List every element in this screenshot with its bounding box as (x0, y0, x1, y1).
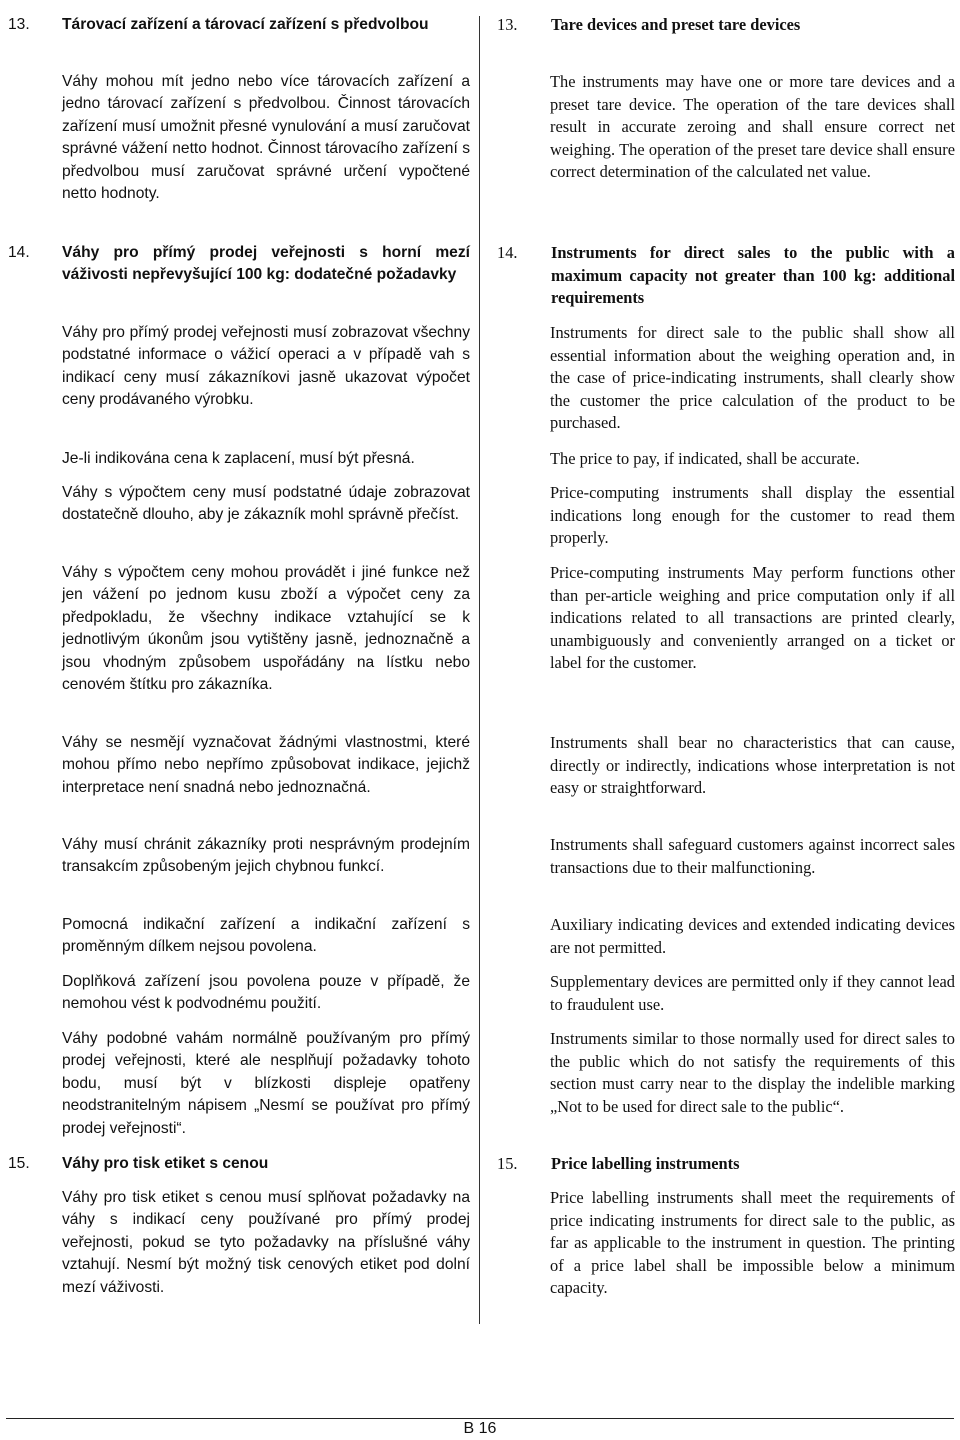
cz-section-14-heading (8, 242, 470, 287)
en-section-13-title: Tare devices and preset tare devices (551, 15, 801, 34)
cz-s14-paragraph-5: Váhy se nesmějí vyznačovat žádnými vlastnostmi, které mohou přímo nebo nepřímo způsobovat indikace, jejichž interpretace není snadná nebo jednoznačná. (62, 734, 470, 796)
cz-section-15-title: Váhy pro tisk etiket s cenou (62, 1155, 269, 1172)
page-number: B 16 (463, 1420, 497, 1437)
cz-s14-paragraph-7: Pomocná indikační zařízení a indikační zařízení s proměnným dílkem nejsou povolena. (62, 916, 470, 956)
en-s14-paragraph-4: Price-computing instruments May perform functions other than per-article weighing and price computation only if all indications related to all transactions are printed clearly, unambiguously and conveniently arranged on a ticket or label for the customer. (550, 563, 955, 673)
en-s14-paragraph-2: The price to pay, if indicated, shall be accurate. (550, 449, 860, 468)
cz-section-13-title: Tárovací zařízení a tárovací zařízení s předvolbou (62, 16, 429, 33)
cz-section-13-number: 13. (8, 16, 30, 33)
en-section-15-title: Price labelling instruments (551, 1154, 740, 1173)
cz-section-14-number: 14. (8, 244, 30, 261)
footer-rule (6, 1418, 954, 1419)
cz-s14-paragraph-2: Je-li indikována cena k zaplacení, musí být přesná. (62, 450, 415, 467)
en-section-14-heading (497, 242, 955, 310)
cz-section-15-number: 15. (8, 1155, 30, 1172)
en-s14-paragraph-3: Price-computing instruments shall display the essential indications long enough for the customer to read them properly. (550, 483, 955, 548)
en-section-14-number: 14. (497, 243, 518, 262)
cz-s14-paragraph-4: Váhy s výpočtem ceny mohou provádět i jiné funkce než jen vážení po jednom kusu zboží a výpočet ceny za předpokladu, že všechny indikace vztahující se k jednotlivým úkonům jsou vytištěny jasně, jednoznačně a jsou vhodným způsobem uspořádány na lístku nebo cenovém štítku pro zákazníka. (62, 564, 470, 694)
cz-s13-paragraph-1: Váhy mohou mít jedno nebo více tárovacích zařízení a jedno tárovací zařízení s předvolbou. Činnost tárovacích zařízení musí umožnit přesné vynulování a musí zaručovat správné vážení netto hodnot. Činnost tárovacího zařízení s předvolbou musí zaručovat správné určení vypočtené netto hodnoty. (62, 73, 470, 203)
cz-section-15-heading (8, 1153, 470, 1175)
en-section-15-heading (497, 1153, 955, 1176)
en-section-13-number: 13. (497, 15, 518, 34)
en-s14-paragraph-7: Auxiliary indicating devices and extended indicating devices are not permitted. (550, 915, 955, 957)
en-s15-paragraph-1: Price labelling instruments shall meet the requirements of price indicating instruments for direct sale to the public, as far as applicable to the instrument in question. The printing of a price label shall be impossible below a minimum capacity. (550, 1188, 955, 1298)
cz-section-13-heading (8, 14, 470, 36)
en-s14-paragraph-8: Supplementary devices are permitted only if they cannot lead to fraudulent use. (550, 972, 955, 1014)
cz-s14-paragraph-1: Váhy pro přímý prodej veřejnosti musí zobrazovat všechny podstatné informace o vážicí operaci a v případě vah s indikací ceny musí zákazníkovi jasně ukazovat výpočet ceny prodávaného výrobku. (62, 324, 470, 409)
en-s14-paragraph-6: Instruments shall safeguard customers against incorrect sales transactions due to their malfunctioning. (550, 835, 955, 877)
en-section-15-number: 15. (497, 1154, 518, 1173)
en-s14-paragraph-5: Instruments shall bear no characteristics that can cause, directly or indirectly, indications whose interpretation is not easy or straightforward. (550, 733, 955, 798)
cz-s14-paragraph-8: Doplňková zařízení jsou povolena pouze v případě, že nemohou vést k podvodnému použití. (62, 973, 470, 1013)
column-divider (479, 16, 480, 1324)
cz-s15-paragraph-1: Váhy pro tisk etiket s cenou musí splňovat požadavky na váhy s indikací ceny používané pro přímý prodej veřejnosti, pokud se tyto požadavky na příslušné váhy vztahují. Nesmí být možný tisk cenových etiket pod dolní mezí váživosti. (62, 1189, 470, 1296)
cz-s14-paragraph-3: Váhy s výpočtem ceny musí podstatné údaje zobrazovat dostatečně dlouho, aby je zákazník mohl správně přečíst. (62, 484, 470, 524)
cz-s14-paragraph-6: Váhy musí chránit zákazníky proti nesprávným prodejním transakcím způsobeným jejich chybnou funkcí. (62, 836, 470, 876)
en-s14-paragraph-9: Instruments similar to those normally used for direct sales to the public which do not satisfy the requirements of this section must carry near to the display the indelible marking „Not to be used for direct sale to the public“. (550, 1029, 955, 1116)
en-section-13-heading (497, 14, 955, 37)
cz-section-14-title: Váhy pro přímý prodej veřejnosti s horní mezí váživosti nepřevyšující 100 kg: dodatečné požadavky (62, 244, 470, 284)
en-section-14-title: Instruments for direct sales to the public with a maximum capacity not greater than 100 kg: additional requirements (551, 243, 955, 308)
en-s14-paragraph-1: Instruments for direct sale to the public shall show all essential information about the weighing operation and, in the case of price-indicating instruments, shall clearly show the customer the price calculation of the product to be purchased. (550, 323, 955, 433)
en-s13-paragraph-1: The instruments may have one or more tare devices and a preset tare device. The operation of the tare devices shall result in accurate zeroing and shall ensure correct net weighing. The operation of the preset tare device shall ensure correct determination of the calculated net value. (550, 72, 955, 182)
cz-s14-paragraph-9: Váhy podobné vahám normálně používaným pro přímý prodej veřejnosti, které ale nesplňují požadavky tohoto bodu, musí být v blízkosti displeje opatřeny neodstranitelným nápisem „Nesmí se používat pro přímý prodej veřejnosti“. (62, 1030, 470, 1137)
